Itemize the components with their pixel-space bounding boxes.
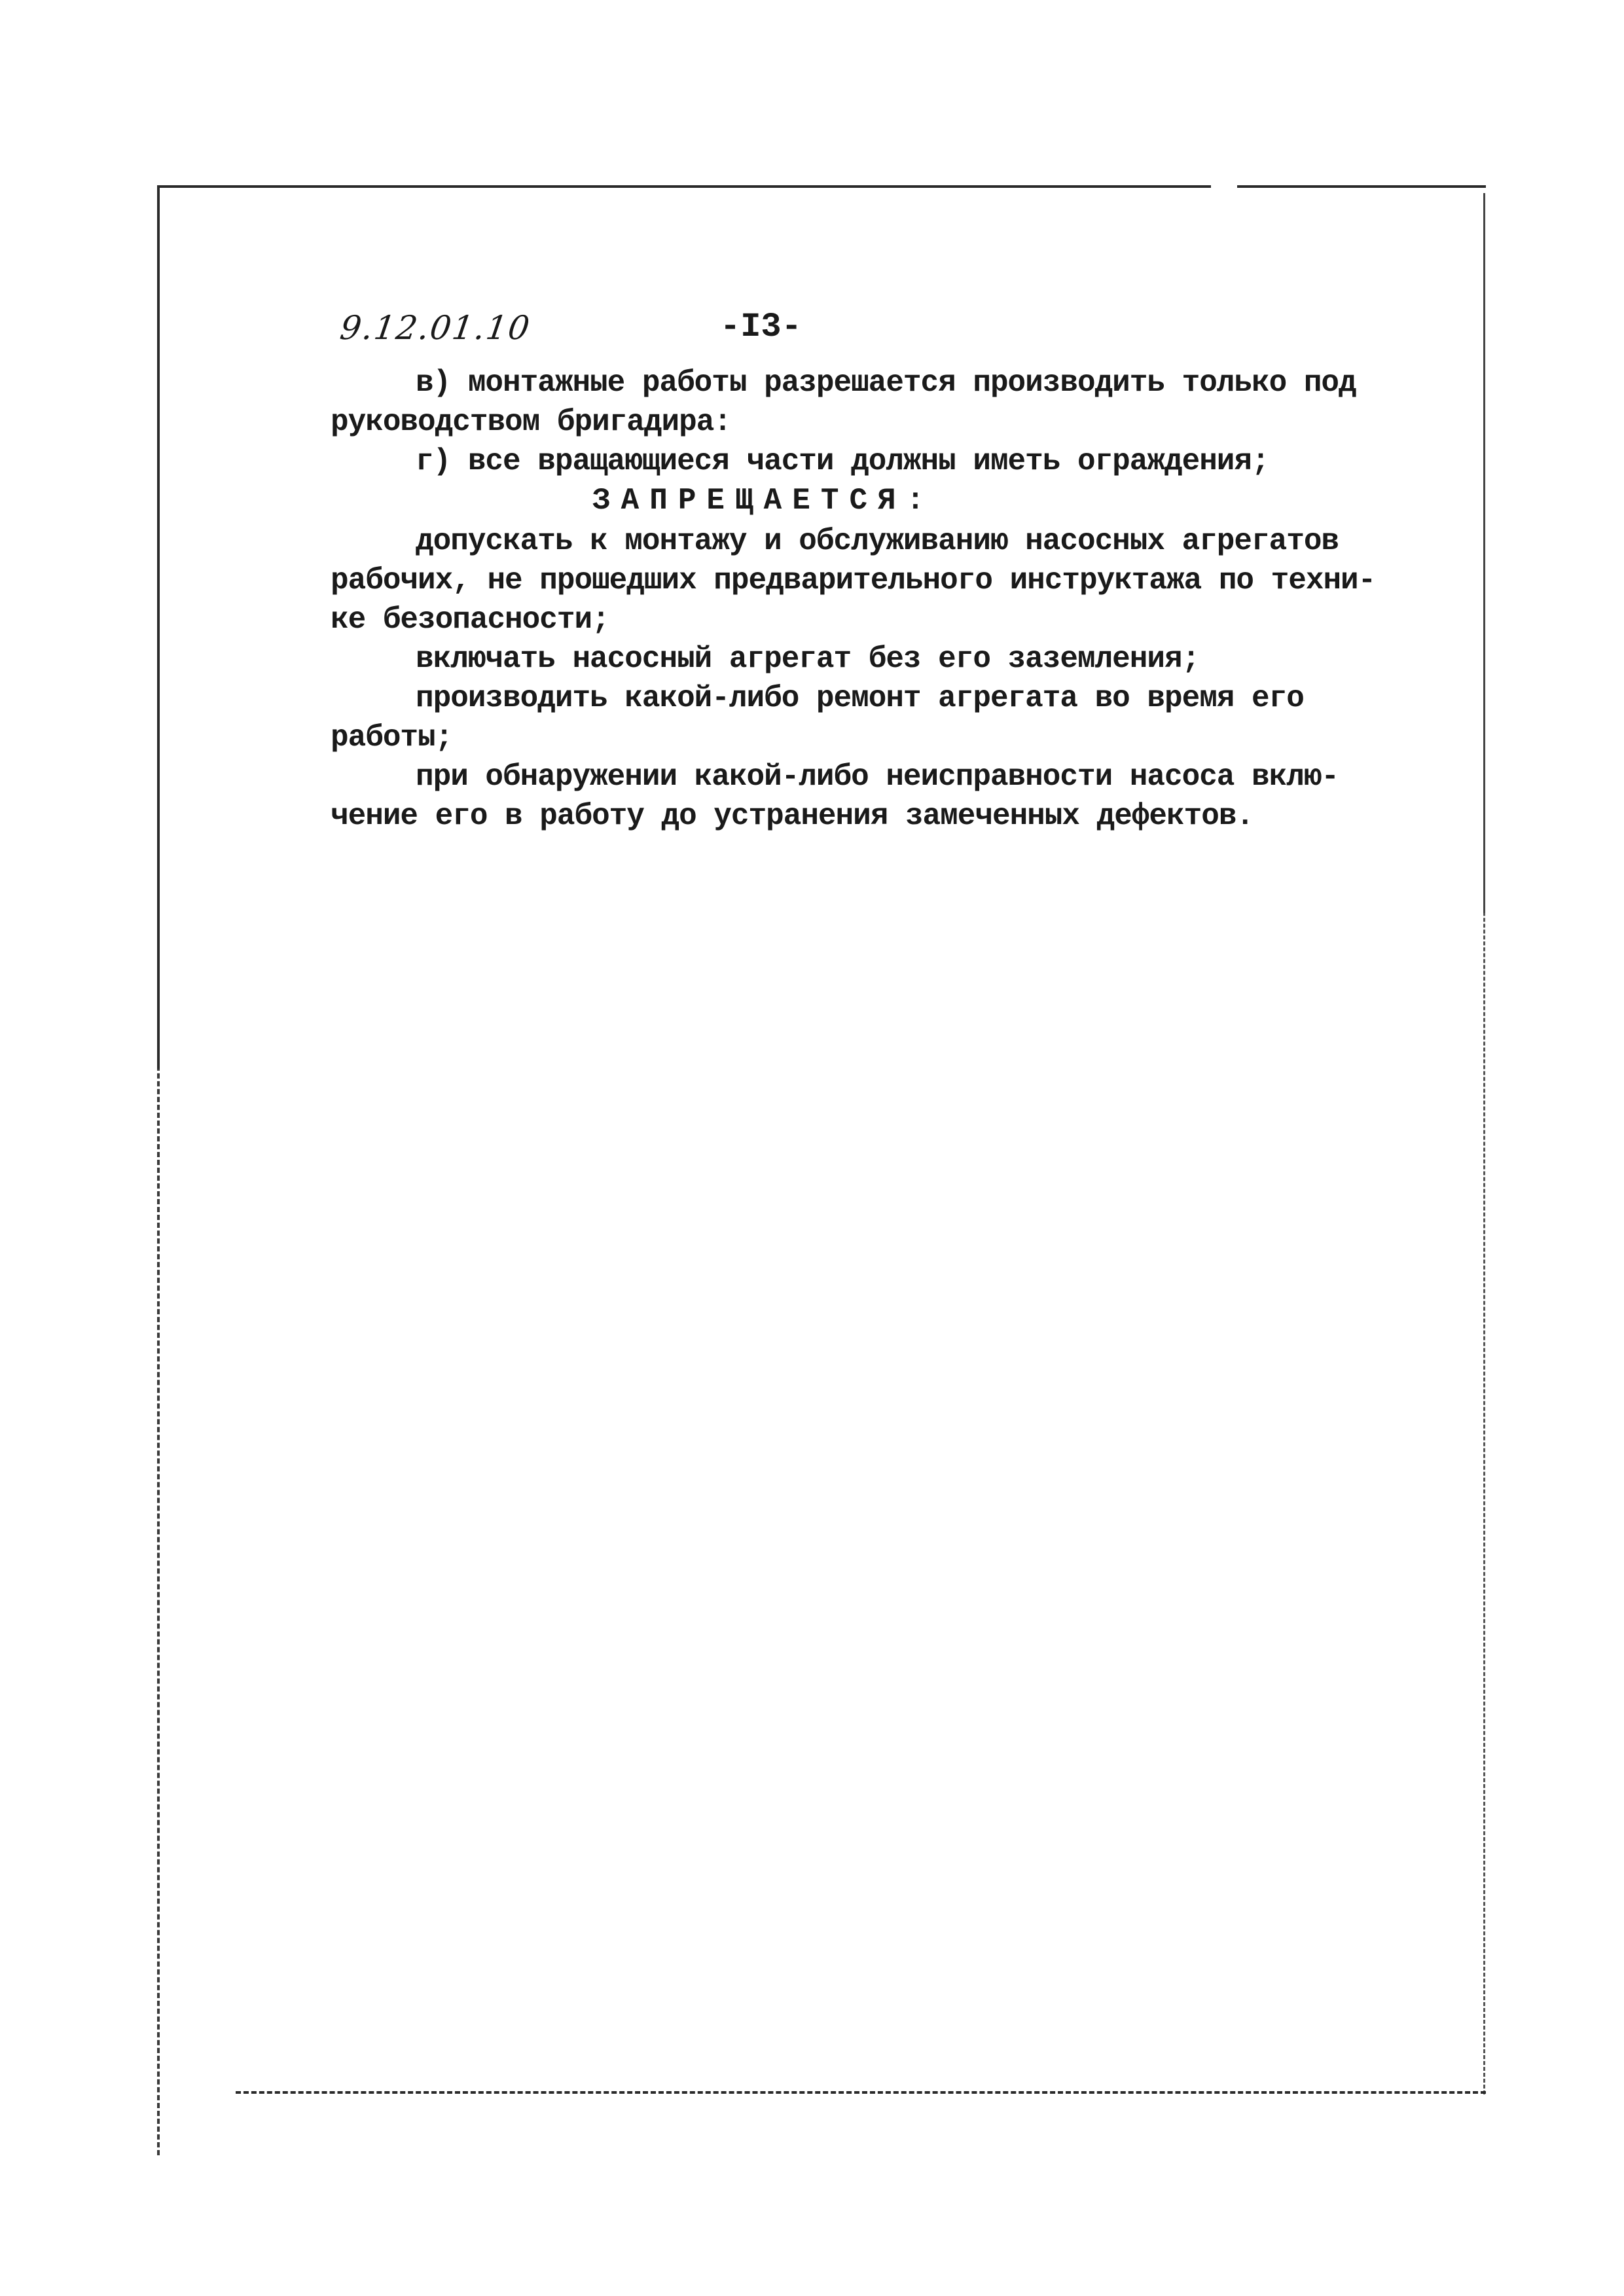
- page-frame-bottom: [236, 2091, 1486, 2094]
- page-frame-top: [157, 185, 1486, 188]
- text-line: ке безопасности;: [331, 603, 609, 637]
- text-line: допускать к монтажу и обслуживанию насосных агрегатов: [416, 524, 1339, 558]
- text-line: в) монтажные работы разрешается производить только под: [416, 366, 1356, 400]
- text-line: чение его в работу до устранения замеченных дефектов.: [331, 799, 1254, 833]
- page-frame-gap: [1211, 183, 1237, 190]
- text-line: рабочих, не прошедших предварительного инструктажа по техни-: [331, 564, 1376, 598]
- section-heading: ЗАПРЕЩАЕТСЯ:: [592, 484, 935, 518]
- text-line: г) все вращающиеся части должны иметь ограждения;: [416, 444, 1269, 478]
- text-line: включать насосный агрегат без его заземления;: [416, 642, 1200, 676]
- page-frame-left-solid: [157, 185, 160, 1069]
- text-line: работы;: [331, 721, 453, 755]
- page-number: -I3-: [720, 308, 802, 346]
- document-body: [331, 363, 1376, 836]
- page-frame-right-solid: [1483, 193, 1485, 913]
- text-line: производить какой-либо ремонт агрегата во время его: [416, 681, 1304, 715]
- document-code: 9.12.01.10: [337, 309, 533, 347]
- text-line: при обнаружении какой-либо неисправности насоса вклю-: [416, 760, 1339, 794]
- text-line: руководством бригадира:: [331, 405, 731, 439]
